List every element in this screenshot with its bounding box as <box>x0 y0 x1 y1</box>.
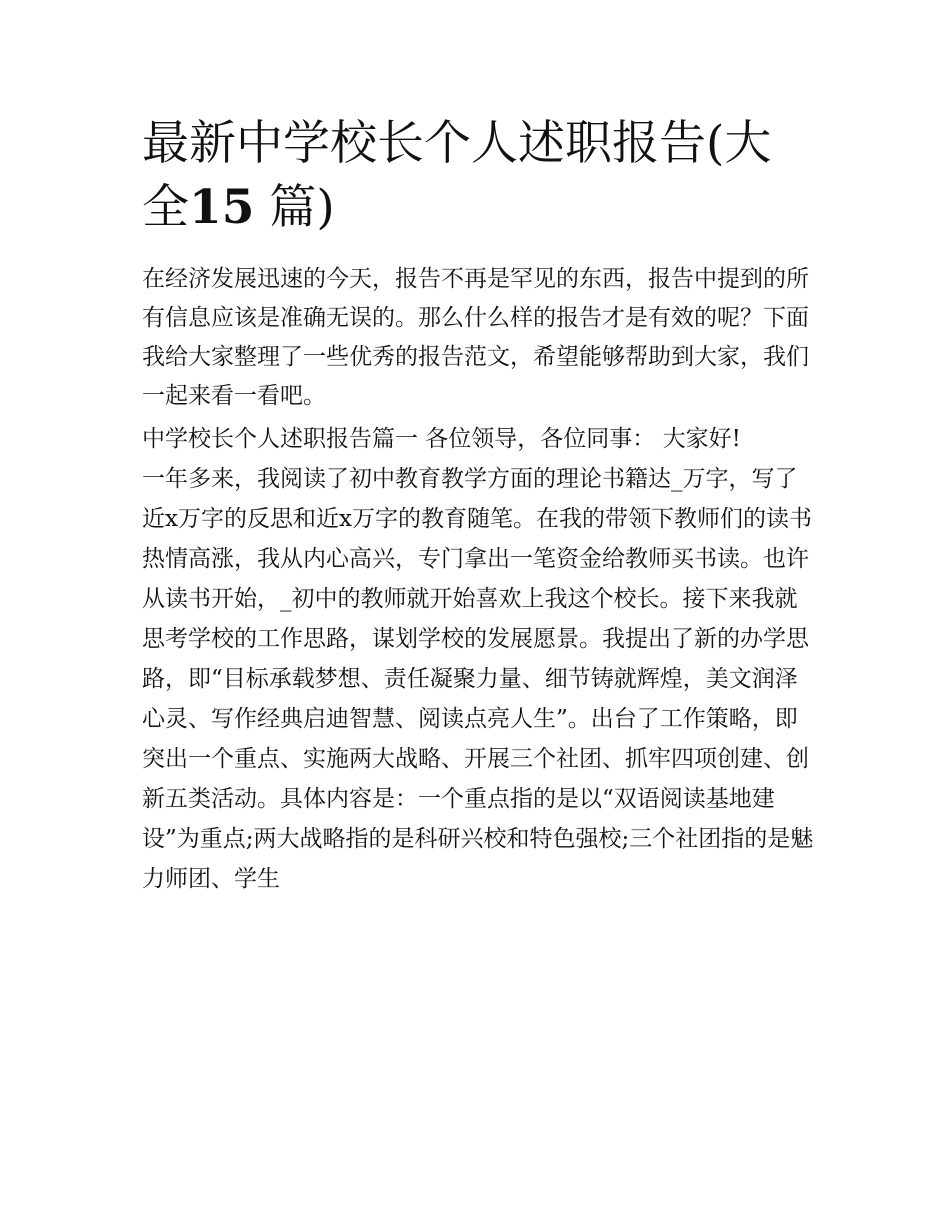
body-paragraph: 一年多来，我阅读了初中教育教学方面的理论书籍达_万字，写了近x万字的反思和近x万字的教育随笔。在我的带领下教师们的读书热情高涨，我从内心高兴，专门拿出一笔资金给教师买书读。也许从读书开始，_初中的教师就开始喜欢上我这个校长。接下来我就思考学校的工作思路，谋划学校的发展愿景。我提出了新的办学思路，即“目标承载梦想、责任凝聚力量、细节铸就辉煌，美文润泽心灵、写作经典启迪智慧、阅读点亮人生”。出台了工作策略，即突出一个重点、实施两大战略、开展三个社团、抓牢四项创建、创新五类活动。具体内容是：一个重点指的是以“双语阅读基地建设”为重点;两大战略指的是科研兴校和特色强校;三个社团指的是魅力师团、学生 <box>142 466 814 892</box>
document-page <box>142 112 814 899</box>
title-number: 15 <box>189 180 255 235</box>
document-title <box>142 112 814 240</box>
intro-paragraph: 在经济发展迅速的今天，报告不再是罕见的东西，报告中提到的所有信息应该是准确无误的。那么什么样的报告才是有效的呢？下面我给大家整理了一些优秀的报告范文，希望能够帮助到大家，我们一起来看一看吧。 <box>142 266 809 409</box>
title-text-part2: 篇) <box>269 180 335 235</box>
section-heading: 中学校长个人述职报告篇一 各位领导，各位同事： 大家好! <box>142 426 741 452</box>
title-text-part1: 最新中学校长个人述职报告(大全 <box>142 116 772 235</box>
